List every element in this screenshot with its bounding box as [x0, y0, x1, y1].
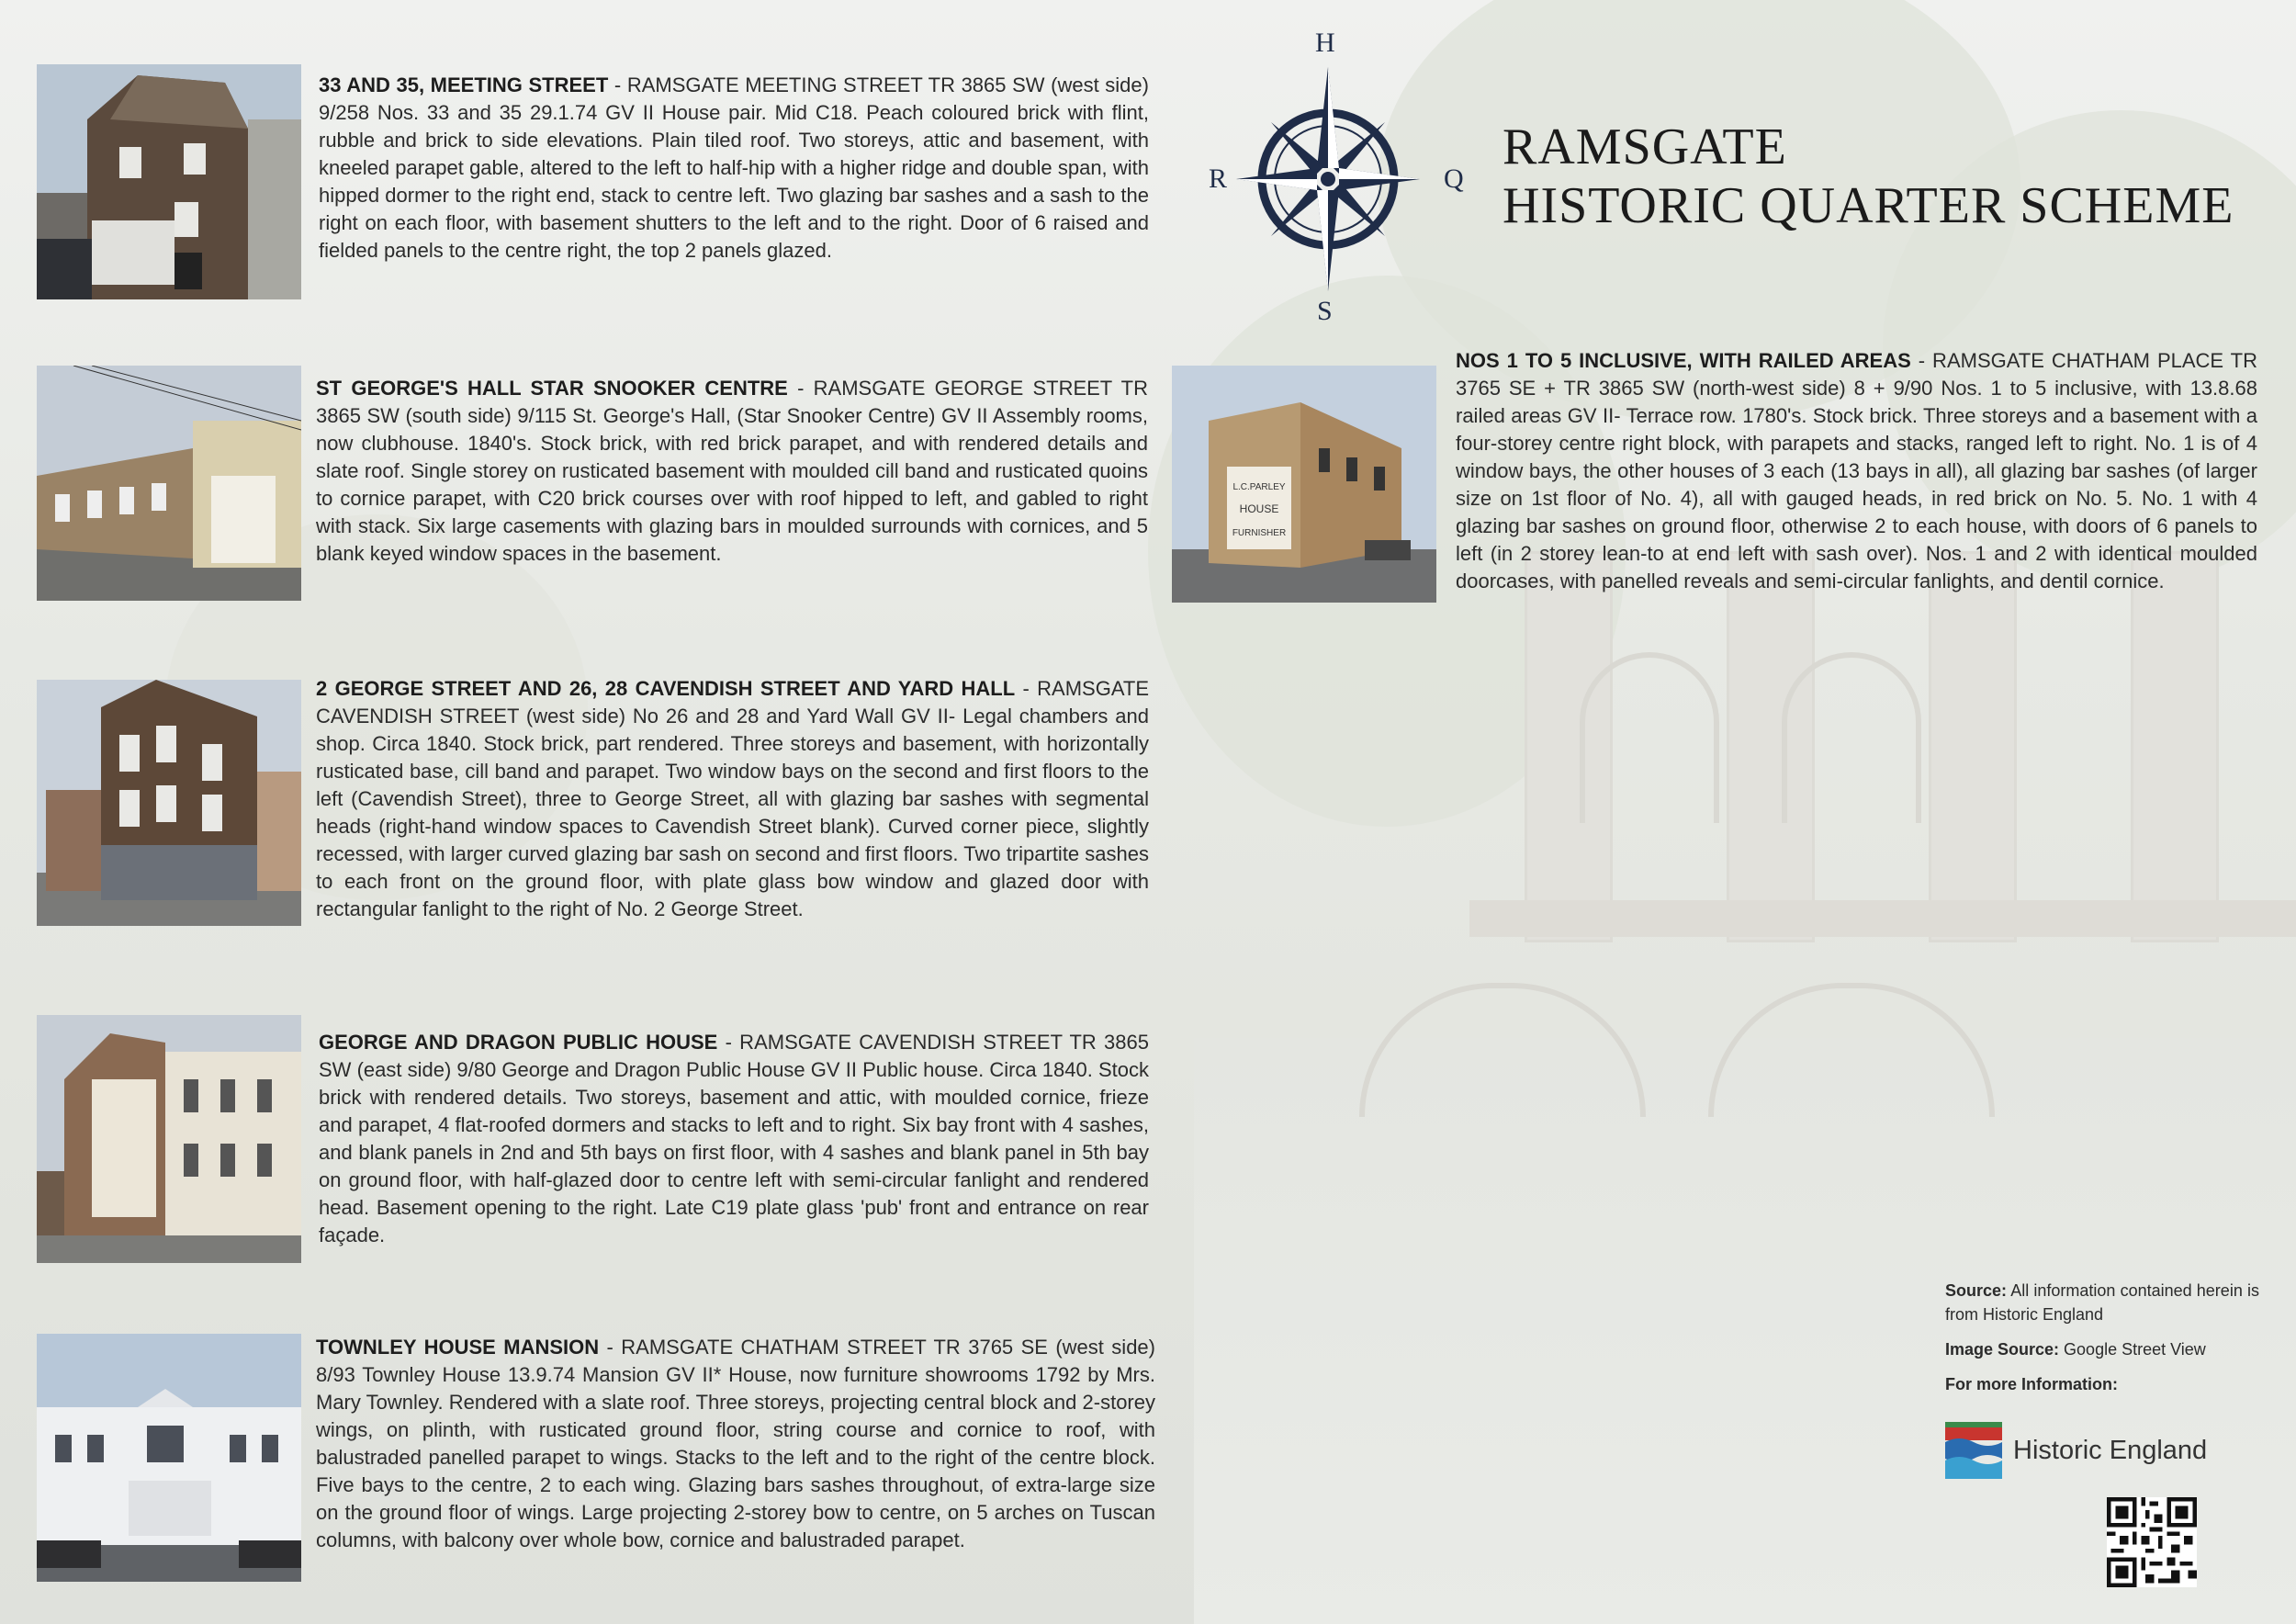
photo-st-georges-hall — [37, 366, 301, 601]
historic-england-logo[interactable] — [1945, 1422, 2207, 1479]
entry-st-georges-hall — [316, 375, 1148, 568]
photo-townley-house — [37, 1334, 301, 1582]
title-line-1: RAMSGATE — [1503, 118, 1787, 175]
entry-meeting-street — [319, 72, 1149, 265]
entry-heading: ST GEORGE'S HALL STAR SNOOKER CENTRE — [316, 377, 788, 400]
sign-text-line2: HOUSE — [1239, 502, 1279, 515]
entry-heading: TOWNLEY HOUSE MANSION — [316, 1336, 600, 1359]
compass-label-n: H — [1315, 28, 1335, 58]
photo-george-street — [37, 680, 301, 926]
qr-code[interactable] — [2107, 1497, 2197, 1587]
more-info-label: For more Information: — [1945, 1375, 2118, 1393]
source-text: All information contained herein is from Historic England — [1945, 1281, 2259, 1324]
entry-chatham-place — [1456, 347, 2257, 595]
entry-body: - RAMSGATE CAVENDISH STREET TR 3865 SW (east side) 9/80 George and Dragon Public House GV II Public house. Circa 1840. Stock brick with rendered details. Two storeys, basement and attic, with moulded cornice, frieze and parapet, 4 flat-roofed dormers and stacks to left and to right. Six bay front with 4 sashes, and blank panels in 2nd and 5th bays on first floor, with 4 sashes and blank panel in 5th bay on ground floor, with half-glazed door to centre left with semi-circular fanlight and rendered head. Basement opening to the right. Late C19 plate glass 'pub' front and entrance on rear façade. — [319, 1031, 1149, 1246]
image-source-label: Image Source: — [1945, 1340, 2060, 1359]
entry-heading: 33 AND 35, MEETING STREET — [319, 73, 609, 96]
historic-england-logo-icon — [1945, 1422, 2002, 1479]
photo-chatham-place — [1172, 366, 1436, 603]
sign-text-line3: FURNISHER — [1232, 528, 1287, 538]
entry-body: - RAMSGATE CHATHAM STREET TR 3765 SE (west side) 8/93 Townley House 13.9.74 Mansion GV II* House, now furniture showrooms 1792 by Mrs. Mary Townley. Rendered with a slate roof. Three storeys, projecting central block and 2-storey wings, on plinth, with rusticated ground floor, string course and cornice to roof, with balustraded panelled parapet to wings. Stacks to the left and to the right of the centre block. Five bays to the centre, 2 to each wing. Glazing bars sashes throughout, of extra-large size on the ground floor of wings. Large projecting 2-storey bow to centre, on 5 arches on Tuscan columns, with balcony over whole bow, cornice and balustraded parapet. — [316, 1336, 1155, 1551]
image-source-text: Google Street View — [2059, 1340, 2206, 1359]
entry-body: - RAMSGATE GEORGE STREET TR 3865 SW (south side) 9/115 St. George's Hall, (Star Snooker Centre) GV II Assembly rooms, now clubhouse. 1840's. Stock brick, with red brick parapet, and with rendered details and slate roof. Single storey on rusticated basement with moulded cill band and rusticated quoins to cornice parapet, with C20 brick courses over with roof hipped to left, and gabled to right with stack. Six large casements with glazing bars in moulded surrounds with cornices, and 5 blank keyed window spaces in the basement. — [316, 377, 1148, 565]
photo-meeting-street — [37, 64, 301, 299]
source-label: Source: — [1945, 1281, 2008, 1300]
entry-george-street — [316, 675, 1149, 923]
compass-rose — [1209, 28, 1464, 331]
compass-label-e: Q — [1444, 164, 1464, 194]
page-title — [1503, 118, 2234, 235]
sign-text-line1: L.C.PARLEY — [1232, 482, 1286, 492]
entry-body: - RAMSGATE CAVENDISH STREET (west side) No 26 and 28 and Yard Wall GV II- Legal chambers and shop. Circa 1840. Stock brick, part rendered. Three storeys and basement, with horizontally rusticated base, cill band and parapet. Two window bays on the second and first floors to the left (Cavendish Street), three to George Street, all with glazing bar sashes with segmental heads (right-hand window spaces to Cavendish Street blank). Curved corner piece, slightly recessed, with larger curved glazing bar sash on second and first floors. Two tripartite sashes to each front on the ground floor, with plate glass bow window and glazed door with rectangular fanlight to the right of No. 2 George Street. — [316, 677, 1149, 920]
entry-body: - RAMSGATE CHATHAM PLACE TR 3765 SE + TR 3865 SW (north-west side) 8 + 9/90 Nos. 1 to 5 inclusive, with 13.8.68 railed areas GV II- Terrace row. 1780's. Stock brick. Three storeys and a basement with a four-storey centre right block, with parapets and stacks, ranged left to right. No. 1 is of 4 window bays, the other houses of 3 each (13 bays in all), all glazing bar sashes (of larger size on 1st floor of No. 4), all with gauged heads, in red brick on No. 5. No. 1 with 4 glazing bar sashes on ground floor, otherwise 2 to each house, with doors of 6 panels to left (in 2 storey lean-to at end left with sash over). Nos. 1 and 2 with identical moulded doorcases, with panelled reveals and semi-circular fanlights, and dentil cornice. — [1456, 349, 2257, 592]
entry-heading: 2 GEORGE STREET AND 26, 28 CAVENDISH STREET AND YARD HALL — [316, 677, 1016, 700]
entry-heading: NOS 1 TO 5 INCLUSIVE, WITH RAILED AREAS — [1456, 349, 1911, 372]
entry-body: - RAMSGATE MEETING STREET TR 3865 SW (west side) 9/258 Nos. 33 and 35 29.1.74 GV II House pair. Mid C18. Peach coloured brick with flint, rubble and brick to side elevations. Plain tiled roof. Two storeys, attic and basement, with kneeled parapet gable, altered to the left to half-hip with a higher ridge and double span, with hipped dormer to the right end, stack to centre left. Two glazing bar sashes and a sash to the right on each floor, with basement shutters to the left and to the right. Door of 6 raised and fielded panels to the centre right, the top 2 panels glazed. — [319, 73, 1149, 262]
entry-townley-house — [316, 1334, 1155, 1554]
entry-george-and-dragon — [319, 1029, 1149, 1249]
compass-label-w: R — [1209, 164, 1228, 194]
historic-england-logo-name: Historic England — [2013, 1435, 2208, 1465]
more-info-line — [1945, 1372, 2259, 1396]
photo-george-and-dragon — [37, 1015, 301, 1263]
image-source-line — [1945, 1337, 2259, 1361]
compass-star-icon — [1227, 64, 1429, 294]
compass-label-s: S — [1317, 296, 1333, 326]
title-line-2: HISTORIC QUARTER SCHEME — [1503, 177, 2234, 234]
source-line — [1945, 1279, 2259, 1326]
entry-heading: GEORGE AND DRAGON PUBLIC HOUSE — [319, 1031, 718, 1054]
qr-code-icon — [2107, 1497, 2197, 1587]
sources-block — [1945, 1279, 2259, 1407]
